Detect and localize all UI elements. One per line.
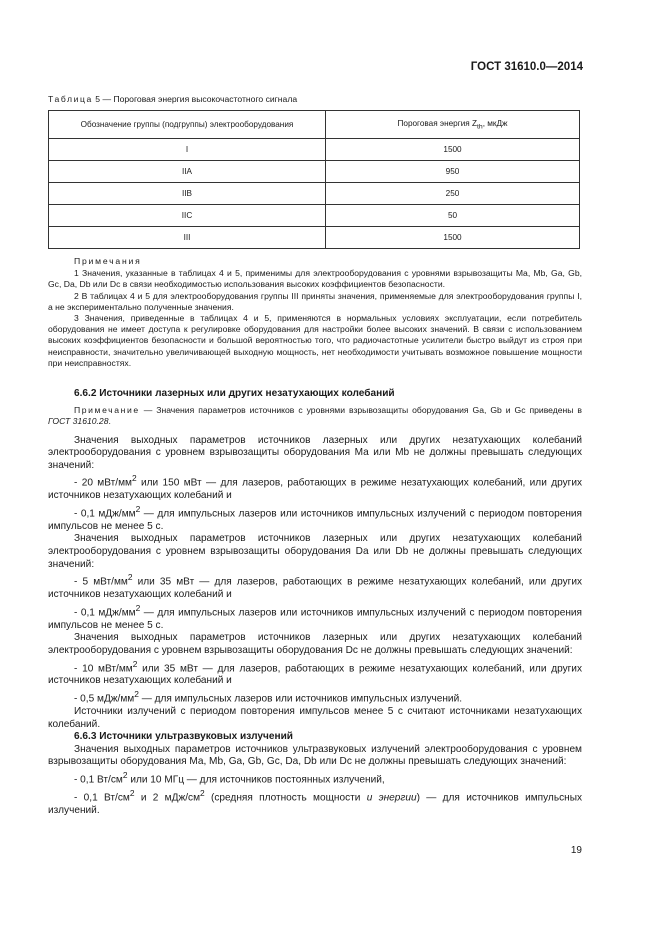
table-caption-prefix: Таблица <box>48 94 93 104</box>
table-row <box>49 205 580 227</box>
list-item-rest: — для импульсных лазеров или источников импульсных излучений с периодом повторения импульсов не менее 5 с. <box>48 607 582 631</box>
superscript: 2 <box>131 473 137 484</box>
col-header-energy-main: Пороговая энергия Z <box>397 118 477 128</box>
superscript: 2 <box>135 503 141 514</box>
list-item-rest: — для импульсных лазеров или источников импульсных излучений с периодом повторения импульсов не менее 5 с. <box>48 508 582 532</box>
section-heading-6-6-3: 6.6.3 Источники ультразвуковых излучений <box>74 731 294 743</box>
list-item <box>48 503 582 534</box>
list-item-lead: - 0,1 Вт/см <box>74 774 123 786</box>
list-item-lead: - 0,1 Вт/см <box>74 792 130 804</box>
note-item: 1 Значения, указанные в таблицах 4 и 5, применимы для электрооборудования с уровнями взрывозащиты Ma, Mb, Ga, Gb, Gc, Da, Db или Dc в связи необходимостью использования высоких коэффициентов безопасности. <box>48 268 582 290</box>
note-item: 3 Значения, приведенные в таблицах 4 и 5, применяются в нормальных условиях эксплуатации, если потребитель оборудования не имеет доступа к регулировке оборудования для настройки более высоких значений. В связи с использованием высоких коэффициентов безопасности и большой вероятностью того, что радиочастотные усилители быстро выйдут из строя при неисправности, значительно увеличивающей выходную мощность, нет необходимости учитывать возможное повышение мощности при неисправностях. <box>48 313 582 368</box>
cell-energy: 1500 <box>326 139 580 161</box>
table-caption <box>48 94 297 104</box>
superscript: 2 <box>127 572 133 583</box>
table-row <box>49 183 580 205</box>
list-item <box>48 688 582 706</box>
table-notes <box>48 256 582 369</box>
superscript: 2 <box>135 602 141 613</box>
list-item-rest: или 35 мВт — для лазеров, работающих в режиме незатухающих колебаний, или других источников незатухающих колебаний и <box>48 576 582 601</box>
col-header-energy <box>326 111 580 139</box>
cell-energy: 250 <box>326 183 580 205</box>
col-header-energy-sub: th <box>477 123 483 131</box>
list-item-rest: или 35 мВт — для лазеров, работающих в режиме незатухающих колебаний, или других источников незатухающих колебаний и <box>48 662 582 687</box>
page-number: 19 <box>570 845 582 856</box>
list-item-lead: - 10 мВт/мм <box>74 662 133 674</box>
paragraph: Значения выходных параметров источников лазерных или других незатухающих колебаний электрооборудования с уровнем взрывозащиты оборудования Dc не должны превышать следующих значений: <box>48 632 582 656</box>
superscript: 2 <box>200 787 205 798</box>
note-text: — Значения параметров источников с уровнями взрывозащиты оборудования Ga, Gb и Gc приведены в <box>139 404 582 415</box>
col-header-energy-unit: , мкДж <box>482 118 508 128</box>
note-item: 2 В таблицах 4 и 5 для электрооборудования группы III приняты значения, применяемые для электрооборудования группы I, а не экспериментально полученные значения. <box>48 290 582 312</box>
superscript: 2 <box>122 770 128 780</box>
col-header-group: Обозначение группы (подгруппы) электрооборудования <box>49 111 326 139</box>
section-heading-6-6-2: 6.6.2 Источники лазерных или других незатухающих колебаний <box>74 388 395 399</box>
list-item-mid: (средняя плотность мощности <box>204 792 367 804</box>
note-end: . <box>108 415 111 426</box>
list-item <box>48 787 582 818</box>
note-label: Примечание <box>74 404 140 415</box>
list-item <box>48 472 582 503</box>
paragraph: Значения выходных параметров источников ультразвуковых излучений электрооборудования с уровнем взрывозащиты оборудования Ma, Mb, Ga, Gb, Gc, Da, Db или Dc не должны превышать следующих значений: <box>48 743 582 768</box>
cell-energy: 1500 <box>326 227 580 249</box>
table-header-row <box>49 111 580 139</box>
list-item <box>48 658 582 689</box>
list-item-rest: или 10 МГц — для источников постоянных излучений, <box>127 774 385 786</box>
superscript: 2 <box>129 787 135 798</box>
list-item-lead: - 0,1 мДж/мм <box>74 607 136 619</box>
table-caption-title: — Пороговая энергия высокочастотного сигнала <box>102 94 298 104</box>
list-item-rest: ) — для источников импульсных излучений. <box>48 792 583 816</box>
standard-header: ГОСТ 31610.0—2014 <box>470 61 583 73</box>
main-text <box>48 388 582 818</box>
cell-energy: 950 <box>326 161 580 183</box>
table-caption-number: 5 <box>95 94 101 104</box>
list-item <box>48 571 582 602</box>
list-item-rest: или 150 мВт — для лазеров, работающих в режиме незатухающих колебаний, или других источников незатухающих колебаний и <box>48 477 582 502</box>
notes-heading: Примечания <box>74 256 142 266</box>
cell-energy: 50 <box>326 205 580 227</box>
cell-group: I <box>49 139 326 161</box>
table-row <box>49 139 580 161</box>
list-item-italic: и энергии <box>366 792 417 804</box>
threshold-energy-table <box>48 110 580 249</box>
section-note <box>48 405 582 427</box>
cell-group: IIC <box>49 205 326 227</box>
list-item-lead: - 0,1 мДж/мм <box>74 508 136 520</box>
table-row <box>49 161 580 183</box>
list-item <box>48 602 582 633</box>
list-item-mid: и 2 мДж/см <box>134 792 201 804</box>
table-row <box>49 227 580 249</box>
list-item-rest: — для импульсных лазеров или источников импульсных излучений. <box>138 693 463 705</box>
paragraph: Значения выходных параметров источников лазерных или других незатухающих колебаний электрооборудования с уровнем взрывозащиты оборудования Da или Db не должны превышать следующих значений: <box>48 533 582 570</box>
cell-group: III <box>49 227 326 249</box>
paragraph: Значения выходных параметров источников лазерных или других незатухающих колебаний электрооборудования с уровнем взрывозащиты оборудования Ma или Mb не должны превышать следующих значений: <box>48 434 582 471</box>
list-item-lead: - 20 мВт/мм <box>74 477 132 489</box>
note-reference: ГОСТ 31610.28 <box>48 415 109 426</box>
cell-group: IIB <box>49 183 326 205</box>
list-item <box>48 769 582 787</box>
list-item-lead: - 5 мВт/мм <box>74 576 128 588</box>
list-item-lead: - 0,5 мДж/мм <box>74 693 135 705</box>
paragraph: Источники излучений с периодом повторения импульсов менее 5 с считают источниками незатухающих колебаний. <box>48 706 582 730</box>
superscript: 2 <box>132 658 138 669</box>
cell-group: IIA <box>49 161 326 183</box>
superscript: 2 <box>134 689 139 700</box>
